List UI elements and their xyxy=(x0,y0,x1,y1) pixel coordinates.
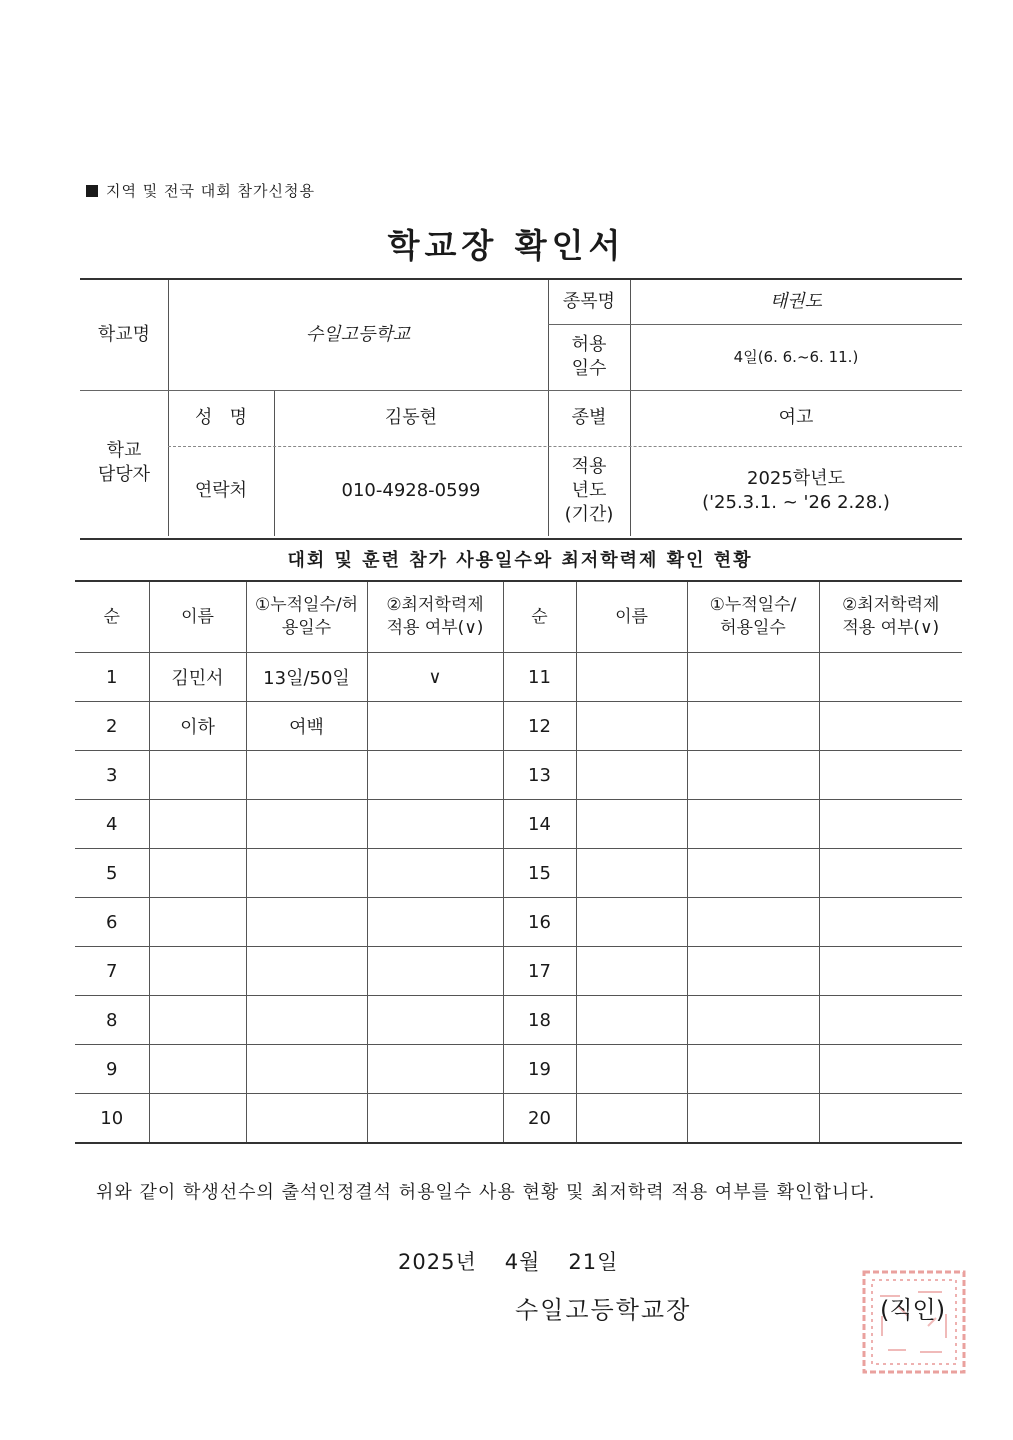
row-min-grade-check xyxy=(819,947,962,996)
row-name xyxy=(576,751,687,800)
row-min-grade-check xyxy=(819,800,962,849)
row-no: 6 xyxy=(75,898,149,947)
row-name xyxy=(149,996,246,1045)
confirmation-statement: 위와 같이 학생선수의 출석인정결석 허용일수 사용 현황 및 최저학력 적용 여부를 확인합니다. xyxy=(96,1182,876,1203)
category-label: 종별 xyxy=(571,406,607,428)
header-days: ①누적일수/ 허용일수 xyxy=(687,581,819,653)
roster-table xyxy=(75,580,962,1144)
header-min-grade: ②최저학력제 적용 여부(∨) xyxy=(367,581,503,653)
row-name xyxy=(149,1094,246,1144)
row-days xyxy=(687,947,819,996)
row-min-grade-check: ∨ xyxy=(367,653,503,702)
period-value xyxy=(630,446,962,536)
row-days: 13일/50일 xyxy=(246,653,367,702)
row-name xyxy=(576,1045,687,1094)
period-range: ('25.3.1. ~ '26 2.28.) xyxy=(702,492,890,513)
form-usage-caption xyxy=(86,180,315,201)
row-no: 7 xyxy=(75,947,149,996)
row-min-grade-check xyxy=(367,947,503,996)
row-days xyxy=(687,849,819,898)
row-days xyxy=(687,702,819,751)
row-days xyxy=(687,800,819,849)
table-row xyxy=(75,800,962,849)
row-min-grade-check xyxy=(367,898,503,947)
row-min-grade-check xyxy=(819,849,962,898)
row-days: 여백 xyxy=(246,702,367,751)
roster-header-row xyxy=(75,581,962,653)
row-days xyxy=(246,849,367,898)
row-no: 17 xyxy=(503,947,576,996)
row-no: 10 xyxy=(75,1094,149,1144)
row-min-grade-check xyxy=(367,800,503,849)
caption-text: 지역 및 전국 대회 참가신청용 xyxy=(106,182,315,200)
header-no: 순 xyxy=(503,581,576,653)
row-no: 19 xyxy=(503,1045,576,1094)
principal-signature: 수일고등학교장 xyxy=(515,1296,692,1324)
manager-name-value: 김동현 xyxy=(384,406,438,428)
table-row xyxy=(75,849,962,898)
table-row xyxy=(75,702,962,751)
document-title: 학교장 확인서 xyxy=(387,226,626,265)
allowed-days-value: 4일(6. 6.~6. 11.) xyxy=(733,347,859,366)
row-min-grade-check xyxy=(819,996,962,1045)
row-no: 14 xyxy=(503,800,576,849)
row-no: 20 xyxy=(503,1094,576,1144)
period-year: 2025학년도 xyxy=(747,467,845,489)
row-name xyxy=(576,898,687,947)
row-no: 15 xyxy=(503,849,576,898)
event-value: 태권도 xyxy=(769,290,823,312)
row-name xyxy=(576,1094,687,1144)
row-no: 11 xyxy=(503,653,576,702)
row-name xyxy=(576,996,687,1045)
row-min-grade-check xyxy=(367,702,503,751)
row-min-grade-check xyxy=(819,1045,962,1094)
row-name xyxy=(576,849,687,898)
row-no: 5 xyxy=(75,849,149,898)
school-info-table xyxy=(80,278,962,540)
row-name: 이하 xyxy=(149,702,246,751)
row-no: 13 xyxy=(503,751,576,800)
row-name xyxy=(149,1045,246,1094)
header-name: 이름 xyxy=(576,581,687,653)
row-min-grade-check xyxy=(367,1045,503,1094)
row-no: 12 xyxy=(503,702,576,751)
date-month: 4월 xyxy=(504,1250,541,1274)
row-days xyxy=(246,751,367,800)
header-name: 이름 xyxy=(149,581,246,653)
date-year: 2025년 xyxy=(398,1250,477,1274)
row-min-grade-check xyxy=(367,1094,503,1144)
event-label: 종목명 xyxy=(562,290,616,312)
contact-value: 010-4928-0599 xyxy=(341,479,481,501)
school-manager-label: 학교 담당자 xyxy=(97,439,151,485)
header-no: 순 xyxy=(75,581,149,653)
row-days xyxy=(246,800,367,849)
row-days xyxy=(687,996,819,1045)
table-row xyxy=(75,653,962,702)
row-min-grade-check xyxy=(819,653,962,702)
row-days xyxy=(687,898,819,947)
row-days xyxy=(246,1094,367,1144)
square-bullet-icon xyxy=(86,185,98,197)
row-days xyxy=(687,751,819,800)
row-name: 김민서 xyxy=(149,653,246,702)
row-name xyxy=(576,653,687,702)
row-days xyxy=(246,1045,367,1094)
row-name xyxy=(149,751,246,800)
row-min-grade-check xyxy=(367,849,503,898)
category-value: 여고 xyxy=(778,406,814,428)
row-min-grade-check xyxy=(819,751,962,800)
row-no: 18 xyxy=(503,996,576,1045)
row-no: 8 xyxy=(75,996,149,1045)
row-min-grade-check xyxy=(367,751,503,800)
row-name xyxy=(576,947,687,996)
name-label: 성 명 xyxy=(195,406,247,428)
row-no: 3 xyxy=(75,751,149,800)
row-name xyxy=(149,849,246,898)
table-row xyxy=(75,898,962,947)
school-name-label: 학교명 xyxy=(97,323,151,345)
row-min-grade-check xyxy=(367,996,503,1045)
row-name xyxy=(576,702,687,751)
row-days xyxy=(687,1045,819,1094)
row-days xyxy=(246,947,367,996)
issue-date xyxy=(398,1246,646,1276)
row-no: 16 xyxy=(503,898,576,947)
header-min-grade: ②최저학력제 적용 여부(∨) xyxy=(819,581,962,653)
row-no: 2 xyxy=(75,702,149,751)
row-name xyxy=(149,898,246,947)
table-row xyxy=(75,1045,962,1094)
header-days: ①누적일수/허 용일수 xyxy=(246,581,367,653)
row-min-grade-check xyxy=(819,702,962,751)
row-days xyxy=(246,996,367,1045)
row-days xyxy=(687,1094,819,1144)
row-min-grade-check xyxy=(819,1094,962,1144)
row-no: 1 xyxy=(75,653,149,702)
row-min-grade-check xyxy=(819,898,962,947)
table-row xyxy=(75,751,962,800)
school-name-value: 수일고등학교 xyxy=(305,323,411,345)
roster-subtitle: 대회 및 훈련 참가 사용일수와 최저학력제 확인 현황 xyxy=(287,550,753,571)
row-name xyxy=(576,800,687,849)
period-label: 적용 년도 (기간) xyxy=(564,455,614,526)
allowed-days-label: 허용 일수 xyxy=(571,333,607,379)
row-name xyxy=(149,947,246,996)
table-row xyxy=(75,996,962,1045)
row-days xyxy=(687,653,819,702)
seal-label: (직인) xyxy=(880,1296,946,1324)
row-days xyxy=(246,898,367,947)
contact-label: 연락처 xyxy=(194,479,248,501)
row-no: 9 xyxy=(75,1045,149,1094)
row-no: 4 xyxy=(75,800,149,849)
table-row xyxy=(75,1094,962,1144)
date-day: 21일 xyxy=(568,1250,619,1274)
table-row xyxy=(75,947,962,996)
row-name xyxy=(149,800,246,849)
